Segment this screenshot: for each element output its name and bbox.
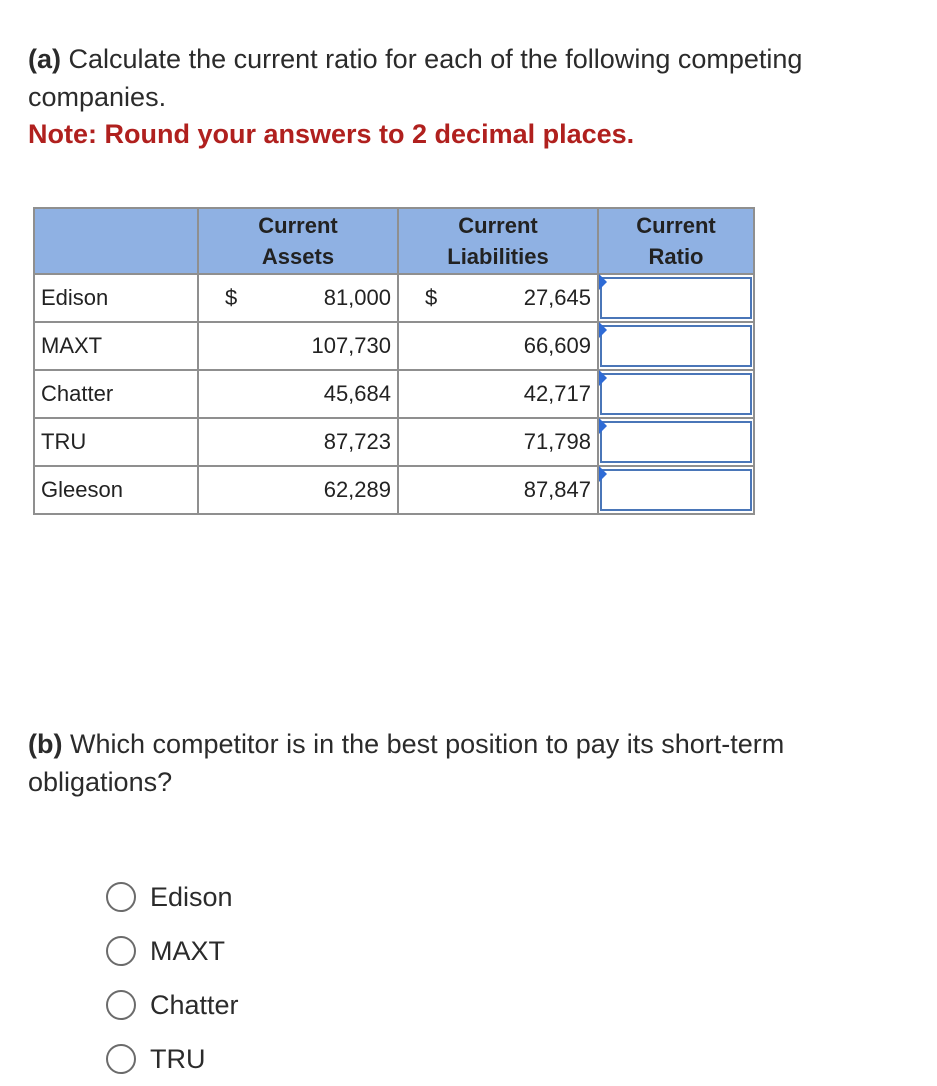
input-flag-icon <box>599 466 607 482</box>
radio-button[interactable] <box>106 936 136 966</box>
option-chatter[interactable] <box>106 978 239 1032</box>
current-ratio-table <box>33 207 755 515</box>
header-current-assets-line2: Assets <box>261 244 335 269</box>
option-label: Chatter <box>150 989 239 1020</box>
part-a-text: Calculate the current ratio for each of the following competing companies. <box>28 44 803 112</box>
input-flag-icon <box>599 274 607 290</box>
current-assets-cell <box>198 418 398 466</box>
rounding-note: Note: Round your answers to 2 decimal places. <box>28 119 635 149</box>
table-row <box>34 466 754 514</box>
company-name: MAXT <box>34 322 198 370</box>
radio-button[interactable] <box>106 882 136 912</box>
company-name: TRU <box>34 418 198 466</box>
company-name: Edison <box>34 274 198 322</box>
current-ratio-cell <box>598 274 754 322</box>
current-ratio-input-edison[interactable] <box>600 277 752 319</box>
part-b-question <box>28 725 928 801</box>
header-current-assets-line1: Current <box>258 213 338 238</box>
currency-symbol: $ <box>425 285 438 310</box>
option-maxt[interactable] <box>106 924 239 978</box>
part-b-label: (b) <box>28 729 63 759</box>
option-tru[interactable] <box>106 1032 239 1086</box>
option-label: MAXT <box>150 935 226 966</box>
company-name: Gleeson <box>34 466 198 514</box>
current-ratio-input-gleeson[interactable] <box>600 469 752 511</box>
current-ratio-cell <box>598 322 754 370</box>
current-ratio-input-tru[interactable] <box>600 421 752 463</box>
current-assets-cell <box>198 370 398 418</box>
current-liabilities-cell <box>398 274 598 322</box>
currency-symbol: $ <box>225 285 238 310</box>
header-current-ratio-line2: Ratio <box>648 244 704 269</box>
table-row <box>34 274 754 322</box>
part-b-text: Which competitor is in the best position to pay its short-term obligations? <box>28 729 785 797</box>
current-liabilities-cell <box>398 418 598 466</box>
current-ratio-cell <box>598 418 754 466</box>
current-assets-value: 87,723 <box>323 429 391 454</box>
current-ratio-input-chatter[interactable] <box>600 373 752 415</box>
current-liabilities-cell <box>398 466 598 514</box>
current-assets-value: 62,289 <box>323 477 391 502</box>
current-liabilities-value: 42,717 <box>523 381 591 406</box>
header-current-ratio <box>598 208 754 274</box>
current-assets-value: 107,730 <box>311 333 391 358</box>
table-row <box>34 418 754 466</box>
header-current-liabilities-line2: Liabilities <box>447 244 549 269</box>
header-company <box>34 208 198 274</box>
current-assets-cell <box>198 322 398 370</box>
current-assets-cell <box>198 466 398 514</box>
radio-button[interactable] <box>106 1044 136 1074</box>
current-assets-cell <box>198 274 398 322</box>
current-liabilities-value: 66,609 <box>523 333 591 358</box>
answer-options <box>106 870 239 1086</box>
option-edison[interactable] <box>106 870 239 924</box>
input-flag-icon <box>599 370 607 386</box>
part-a-label: (a) <box>28 44 61 74</box>
input-flag-icon <box>599 322 607 338</box>
company-name: Chatter <box>34 370 198 418</box>
part-a-question <box>28 40 908 116</box>
current-ratio-cell <box>598 466 754 514</box>
input-flag-icon <box>599 418 607 434</box>
current-ratio-cell <box>598 370 754 418</box>
current-liabilities-cell <box>398 322 598 370</box>
current-ratio-input-maxt[interactable] <box>600 325 752 367</box>
table-header-row <box>34 208 754 274</box>
current-liabilities-value: 27,645 <box>523 285 591 310</box>
header-current-assets <box>198 208 398 274</box>
table-row <box>34 370 754 418</box>
header-current-ratio-line1: Current <box>636 213 716 238</box>
table-row <box>34 322 754 370</box>
radio-button[interactable] <box>106 990 136 1020</box>
option-label: TRU <box>150 1043 206 1074</box>
current-assets-value: 45,684 <box>323 381 391 406</box>
current-liabilities-value: 87,847 <box>523 477 591 502</box>
current-liabilities-cell <box>398 370 598 418</box>
option-label: Edison <box>150 881 233 912</box>
header-current-liabilities <box>398 208 598 274</box>
current-assets-value: 81,000 <box>323 285 391 310</box>
header-current-liabilities-line1: Current <box>458 213 538 238</box>
current-liabilities-value: 71,798 <box>523 429 591 454</box>
